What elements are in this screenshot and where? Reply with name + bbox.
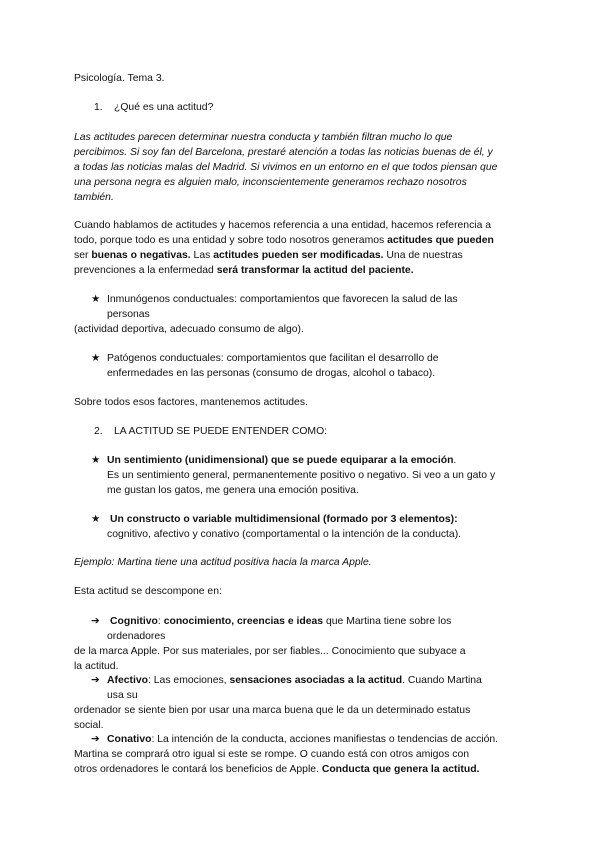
star-icon: ★ — [91, 514, 101, 525]
bold-text: actitudes que pueden — [387, 235, 494, 246]
bullet-text: Patógenos conductuales: comportamientos que facilitan el desarrollo de — [107, 353, 439, 364]
text: que Martina tiene sobre los — [323, 616, 452, 627]
bullet-text: Un constructo o variable multidimensional (formado por 3 elementos): — [110, 514, 458, 525]
text: : Las emociones, — [148, 675, 230, 686]
text: Una de nuestras — [383, 250, 463, 261]
component-text: la actitud. — [74, 661, 119, 672]
quote-line: percibimos. Si soy fan del Barcelona, prestaré atención a todas las noticias buenas de él, y — [74, 147, 493, 158]
closing-sentence: Sobre todos esos factores, mantenemos actitudes. — [74, 397, 308, 408]
section-heading: ¿Qué es una actitud? — [114, 102, 214, 113]
quote-line: a todas las noticias malas del Madrid. Si vivimos en un entorno en el que todos piensan que — [74, 162, 498, 173]
bold-text: conocimiento, creencias e ideas — [163, 616, 324, 627]
arrow-icon: ➔ — [91, 675, 100, 686]
component-text — [107, 673, 482, 689]
component-name: Cognitivo — [110, 616, 158, 627]
bullet-text: enfermedades en las personas (consumo de drogas, alcohol o tabaco). — [107, 368, 436, 379]
text: . Cuando Martina — [402, 675, 482, 686]
page-title: Psicología. Tema 3. — [74, 73, 165, 84]
paragraph-line: Cuando hablamos de actitudes y hacemos referencia a una entidad, hacemos referencia a — [74, 220, 492, 231]
bullet-text: me gustan los gatos, me genera una emoción positiva. — [107, 485, 359, 496]
list-number: 2. — [94, 426, 103, 437]
text: otros ordenadores le contará los beneficios de Apple. — [74, 764, 322, 775]
component-name: Conativo — [107, 734, 152, 745]
quote-line: Las actitudes parecen determinar nuestra conducta y también filtran mucho lo que — [74, 132, 453, 143]
bold-text: actitudes pueden ser modificadas. — [213, 250, 384, 261]
paragraph-line — [74, 263, 414, 279]
component-text — [107, 732, 498, 748]
text: prevenciones a la enfermedad — [74, 265, 217, 276]
bullet-text — [107, 453, 456, 469]
text: : La intención de la conducta, acciones manifiestas o tendencias de acción. — [151, 734, 499, 745]
paragraph-line — [74, 233, 494, 249]
star-icon: ★ — [91, 294, 101, 305]
component-text — [110, 614, 451, 630]
example-line: Ejemplo: Martina tiene una actitud positiva hacia la marca Apple. — [74, 557, 372, 568]
text: . — [453, 455, 457, 466]
component-text: Martina se comprará otro igual si este se rompe. O cuando está con otros amigos con — [74, 749, 470, 760]
section-heading: LA ACTITUD SE PUEDE ENTENDER COMO: — [114, 426, 328, 437]
bold-text: buenas o negativas. — [91, 250, 191, 261]
list-number: 1. — [94, 102, 103, 113]
quote-line: también. — [74, 192, 114, 203]
arrow-icon: ➔ — [91, 734, 100, 745]
arrow-icon: ➔ — [91, 616, 100, 627]
component-text: de la marca Apple. Por sus materiales, por ser fiables... Conocimiento que subyace a — [74, 646, 466, 657]
bold-text: sensaciones asociadas a la actitud — [229, 675, 403, 686]
text: ser — [74, 250, 92, 261]
quote-line: una persona negra es alguien malo, inconscientemente generamos rechazo nosotros — [74, 177, 467, 188]
bullet-text: Inmunógenos conductuales: comportamientos que favorecen la salud de las — [107, 294, 458, 305]
component-text — [74, 762, 479, 778]
component-text: ordenadores — [107, 631, 166, 642]
bullet-text: cognitivo, afectivo y conativo (comportamental o la intención de la conducta). — [107, 529, 462, 540]
bold-text: será transformar la actitud del paciente. — [216, 265, 414, 276]
bold-text: Conducta que genera la actitud. — [321, 764, 480, 775]
bullet-text: Es un sentimiento general, permanentemente positivo o negativo. Si veo a un gato y — [107, 470, 496, 481]
text: Las — [190, 250, 214, 261]
component-text: social. — [74, 720, 104, 731]
component-text: usa su — [107, 690, 138, 701]
bullet-text: personas — [107, 309, 150, 320]
paragraph-line — [74, 248, 463, 264]
star-icon: ★ — [91, 455, 101, 466]
text: todo, porque todo es una entidad y sobre todo nosotros generamos — [74, 235, 388, 246]
star-icon: ★ — [91, 353, 101, 364]
text: : — [157, 616, 164, 627]
component-name: Afectivo — [107, 675, 148, 686]
intro-line: Esta actitud se descompone en: — [74, 586, 222, 597]
bullet-text: (actividad deportiva, adecuado consumo de algo). — [74, 324, 304, 335]
component-text: ordenador se siente bien por usar una marca buena que le da un determinado estatus — [74, 705, 471, 716]
bold-text: Un sentimiento (unidimensional) que se puede equiparar a la emoción — [107, 455, 454, 466]
